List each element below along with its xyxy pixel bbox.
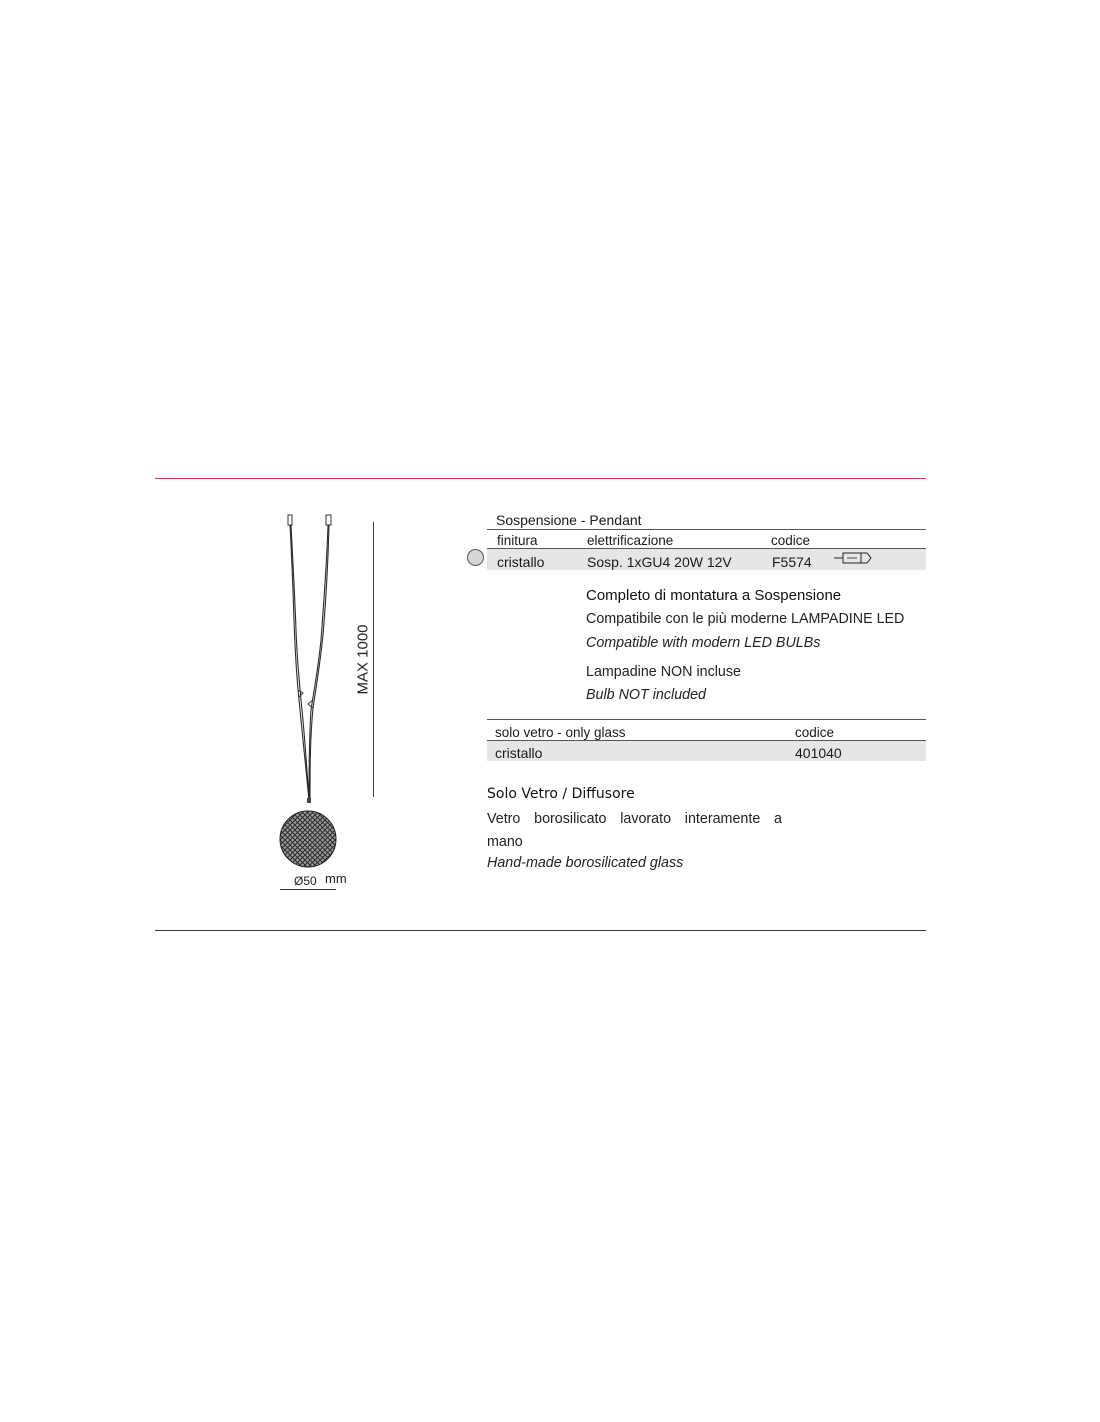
header-finish: finitura [497,533,538,548]
header-code: codice [771,533,811,548]
glass-cell-code: 401040 [795,745,842,761]
header-electrification: elettrificazione [587,533,674,548]
table-rule [487,719,926,720]
note-bulb-it: Lampadine NON incluse [586,664,741,680]
note-bulb-en: Bulb NOT included [586,687,706,703]
note-led-it: Compatibile con le più moderne LAMPADINE LED [586,611,905,627]
glass-description-it: Vetro borosilicato lavorato interamente a mano [487,811,782,850]
product-table-title: Sospensione - Pendant [496,512,642,528]
unit-label: mm [325,871,347,886]
suspension-cables [290,525,329,800]
glass-cell-finish: cristallo [495,745,543,761]
cable-end [307,798,311,803]
bottom-divider [155,930,926,931]
cell-electrification: Sosp. 1xGU4 20W 12V [587,554,732,570]
height-dimension-line [373,522,374,797]
glass-header: solo vetro - only glass [495,725,626,740]
table-row [487,741,926,761]
cable-clamp-right [326,515,331,525]
diameter-label: Ø50 [294,874,317,888]
height-dimension-label: MAX 1000 [354,624,372,695]
note-complete: Completo di montatura a Sospensione [586,587,842,604]
note-led-en: Compatible with modern LED BULBs [586,635,821,651]
table-rule [487,529,926,530]
cell-finish: cristallo [497,554,545,570]
cable-clamp-left [288,515,292,525]
glass-sphere [280,811,336,867]
glass-section-title: Solo Vetro / Diffusore [487,786,635,802]
glass-header-code: codice [795,725,835,740]
cell-code: F5574 [772,554,812,570]
finish-swatch [467,549,484,566]
bulb-icon [833,551,873,565]
diameter-dimension-line [280,889,336,890]
glass-description-en: Hand-made borosilicated glass [487,855,684,871]
